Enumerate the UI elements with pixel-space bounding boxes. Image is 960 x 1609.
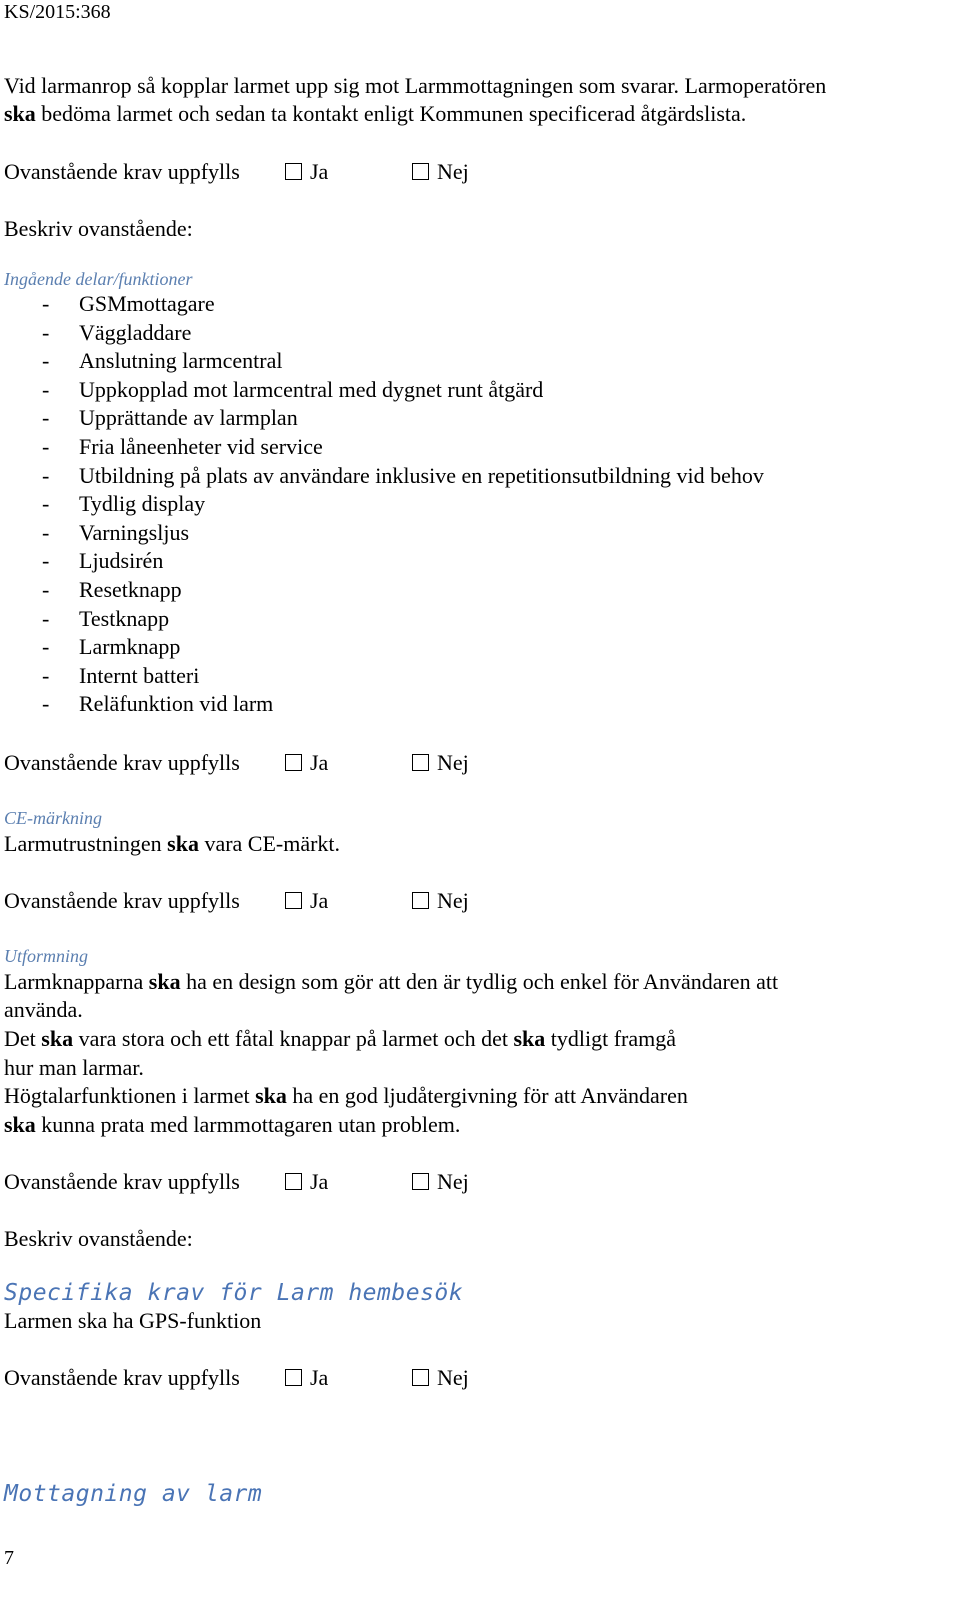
parts-list	[0, 290, 900, 722]
list-dash: -	[42, 491, 50, 517]
list-item-text: Upprättande av larmplan	[79, 405, 298, 431]
checkbox-yes-label: Ja	[310, 1169, 329, 1194]
list-item-text: Resetknapp	[79, 577, 182, 602]
list-dash: -	[42, 634, 50, 660]
ce-text	[4, 830, 340, 858]
design-ska: ska	[4, 1112, 36, 1137]
list-dash: -	[42, 548, 50, 574]
checkbox-no[interactable]	[412, 892, 429, 909]
checkbox-no[interactable]	[412, 1173, 429, 1190]
intro-ska: ska	[4, 101, 36, 126]
list-dash: -	[42, 577, 50, 602]
intro-line-2	[4, 100, 746, 128]
ce-text-post: vara CE-märkt.	[198, 831, 341, 856]
design-ska: ska	[513, 1026, 546, 1051]
design-text: Larmknapparna	[4, 969, 149, 994]
ce-ska: ska	[167, 831, 199, 856]
checkbox-yes[interactable]	[285, 1173, 302, 1190]
requirement-label: Ovanstående krav uppfylls	[4, 159, 240, 184]
checkbox-yes-label: Ja	[310, 750, 329, 775]
list-dash: -	[42, 605, 50, 631]
list-dash: -	[42, 462, 50, 488]
design-text: ha en design som gör att den är tydlig och enkel för Användaren att	[180, 969, 779, 994]
home-visit-text: Larmen ska ha GPS-funktion	[4, 1308, 262, 1333]
list-dash: -	[42, 662, 50, 688]
design-line-2: använda.	[4, 997, 83, 1022]
design-ska: ska	[148, 969, 181, 994]
home-visit-heading: Specifika krav för Larm hembesök	[4, 1280, 464, 1306]
checkbox-no[interactable]	[412, 1369, 429, 1386]
requirement-label: Ovanstående krav uppfylls	[4, 1365, 240, 1390]
checkbox-yes[interactable]	[285, 163, 302, 180]
design-line-4: hur man larmar.	[4, 1055, 144, 1080]
intro-line-1: Vid larmanrop så kopplar larmet upp sig mot Larmmottagningen som svarar. Larmoperatören	[4, 73, 827, 98]
ce-text-pre: Larmutrustningen	[4, 831, 168, 856]
list-item-text: Tydlig display	[79, 491, 206, 517]
parts-section-title: Ingående delar/funktioner	[4, 269, 193, 289]
list-dash: -	[42, 319, 50, 345]
list-dash: -	[42, 691, 50, 717]
design-text: vara stora och ett fåtal knappar på larmet och det	[73, 1026, 514, 1051]
ce-section-title: CE-märkning	[4, 808, 102, 828]
design-ska: ska	[255, 1083, 287, 1108]
list-item-text: Fria låneenheter vid service	[79, 434, 323, 459]
list-item-text: GSMmottagare	[79, 291, 215, 316]
requirement-row-1	[4, 158, 564, 186]
design-text: Det	[4, 1026, 42, 1051]
list-dash: -	[42, 434, 50, 459]
design-text: ha en god ljudåtergivning för att Användaren	[286, 1083, 688, 1108]
checkbox-no-label: Nej	[437, 750, 469, 775]
list-dash: -	[42, 376, 50, 402]
requirement-row-4	[4, 1168, 564, 1196]
list-item-text: Testknapp	[79, 605, 170, 631]
list-dash: -	[42, 348, 50, 374]
design-text: tydligt framgå	[545, 1026, 677, 1051]
checkbox-yes[interactable]	[285, 1369, 302, 1386]
checkbox-yes-label: Ja	[310, 888, 329, 913]
checkbox-no[interactable]	[412, 163, 429, 180]
checkbox-yes-label: Ja	[310, 1365, 329, 1390]
design-text: Högtalarfunktionen i larmet	[4, 1083, 256, 1108]
design-line-3	[4, 1025, 676, 1053]
list-dash: -	[42, 291, 50, 316]
requirement-label: Ovanstående krav uppfylls	[4, 1169, 240, 1194]
design-ska: ska	[41, 1026, 74, 1051]
list-item-text: Internt batteri	[79, 662, 200, 688]
requirement-label: Ovanstående krav uppfylls	[4, 750, 240, 775]
checkbox-no-label: Nej	[437, 1169, 469, 1194]
design-line-1	[4, 968, 778, 996]
list-dash: -	[42, 405, 50, 431]
list-item-text: Ljudsirén	[79, 548, 164, 574]
requirement-row-3	[4, 887, 564, 915]
list-item-text: Varningsljus	[79, 519, 189, 545]
list-item-text: Utbildning på plats av användare inklusive en repetitionsutbildning vid behov	[79, 462, 764, 488]
design-line-6	[4, 1111, 460, 1139]
list-item-text: Uppkopplad mot larmcentral med dygnet runt åtgärd	[79, 376, 544, 402]
checkbox-yes[interactable]	[285, 754, 302, 771]
intro-line-2-rest: bedöma larmet och sedan ta kontakt enligt Kommunen specificerad åtgärdslista.	[35, 101, 747, 126]
checkbox-yes[interactable]	[285, 892, 302, 909]
list-item-text: Larmknapp	[79, 634, 181, 660]
requirement-row-2	[4, 749, 564, 777]
document-reference: KS/2015:368	[4, 1, 111, 23]
checkbox-yes-label: Ja	[310, 159, 329, 184]
design-section-title: Utformning	[4, 946, 89, 966]
checkbox-no-label: Nej	[437, 888, 469, 913]
list-dash: -	[42, 519, 50, 545]
page-number: 7	[4, 1547, 14, 1569]
describe-label-1: Beskriv ovanstående:	[4, 216, 193, 241]
requirement-row-5	[4, 1364, 564, 1392]
list-item-text: Väggladdare	[79, 319, 192, 345]
receiving-heading: Mottagning av larm	[4, 1481, 263, 1507]
requirement-label: Ovanstående krav uppfylls	[4, 888, 240, 913]
checkbox-no-label: Nej	[437, 159, 469, 184]
list-item-text: Anslutning larmcentral	[79, 348, 283, 374]
list-item-text: Reläfunktion vid larm	[79, 691, 274, 717]
design-line-5	[4, 1082, 688, 1110]
describe-label-2: Beskriv ovanstående:	[4, 1226, 193, 1251]
checkbox-no-label: Nej	[437, 1365, 469, 1390]
checkbox-no[interactable]	[412, 754, 429, 771]
design-text: kunna prata med larmmottagaren utan problem.	[35, 1112, 461, 1137]
